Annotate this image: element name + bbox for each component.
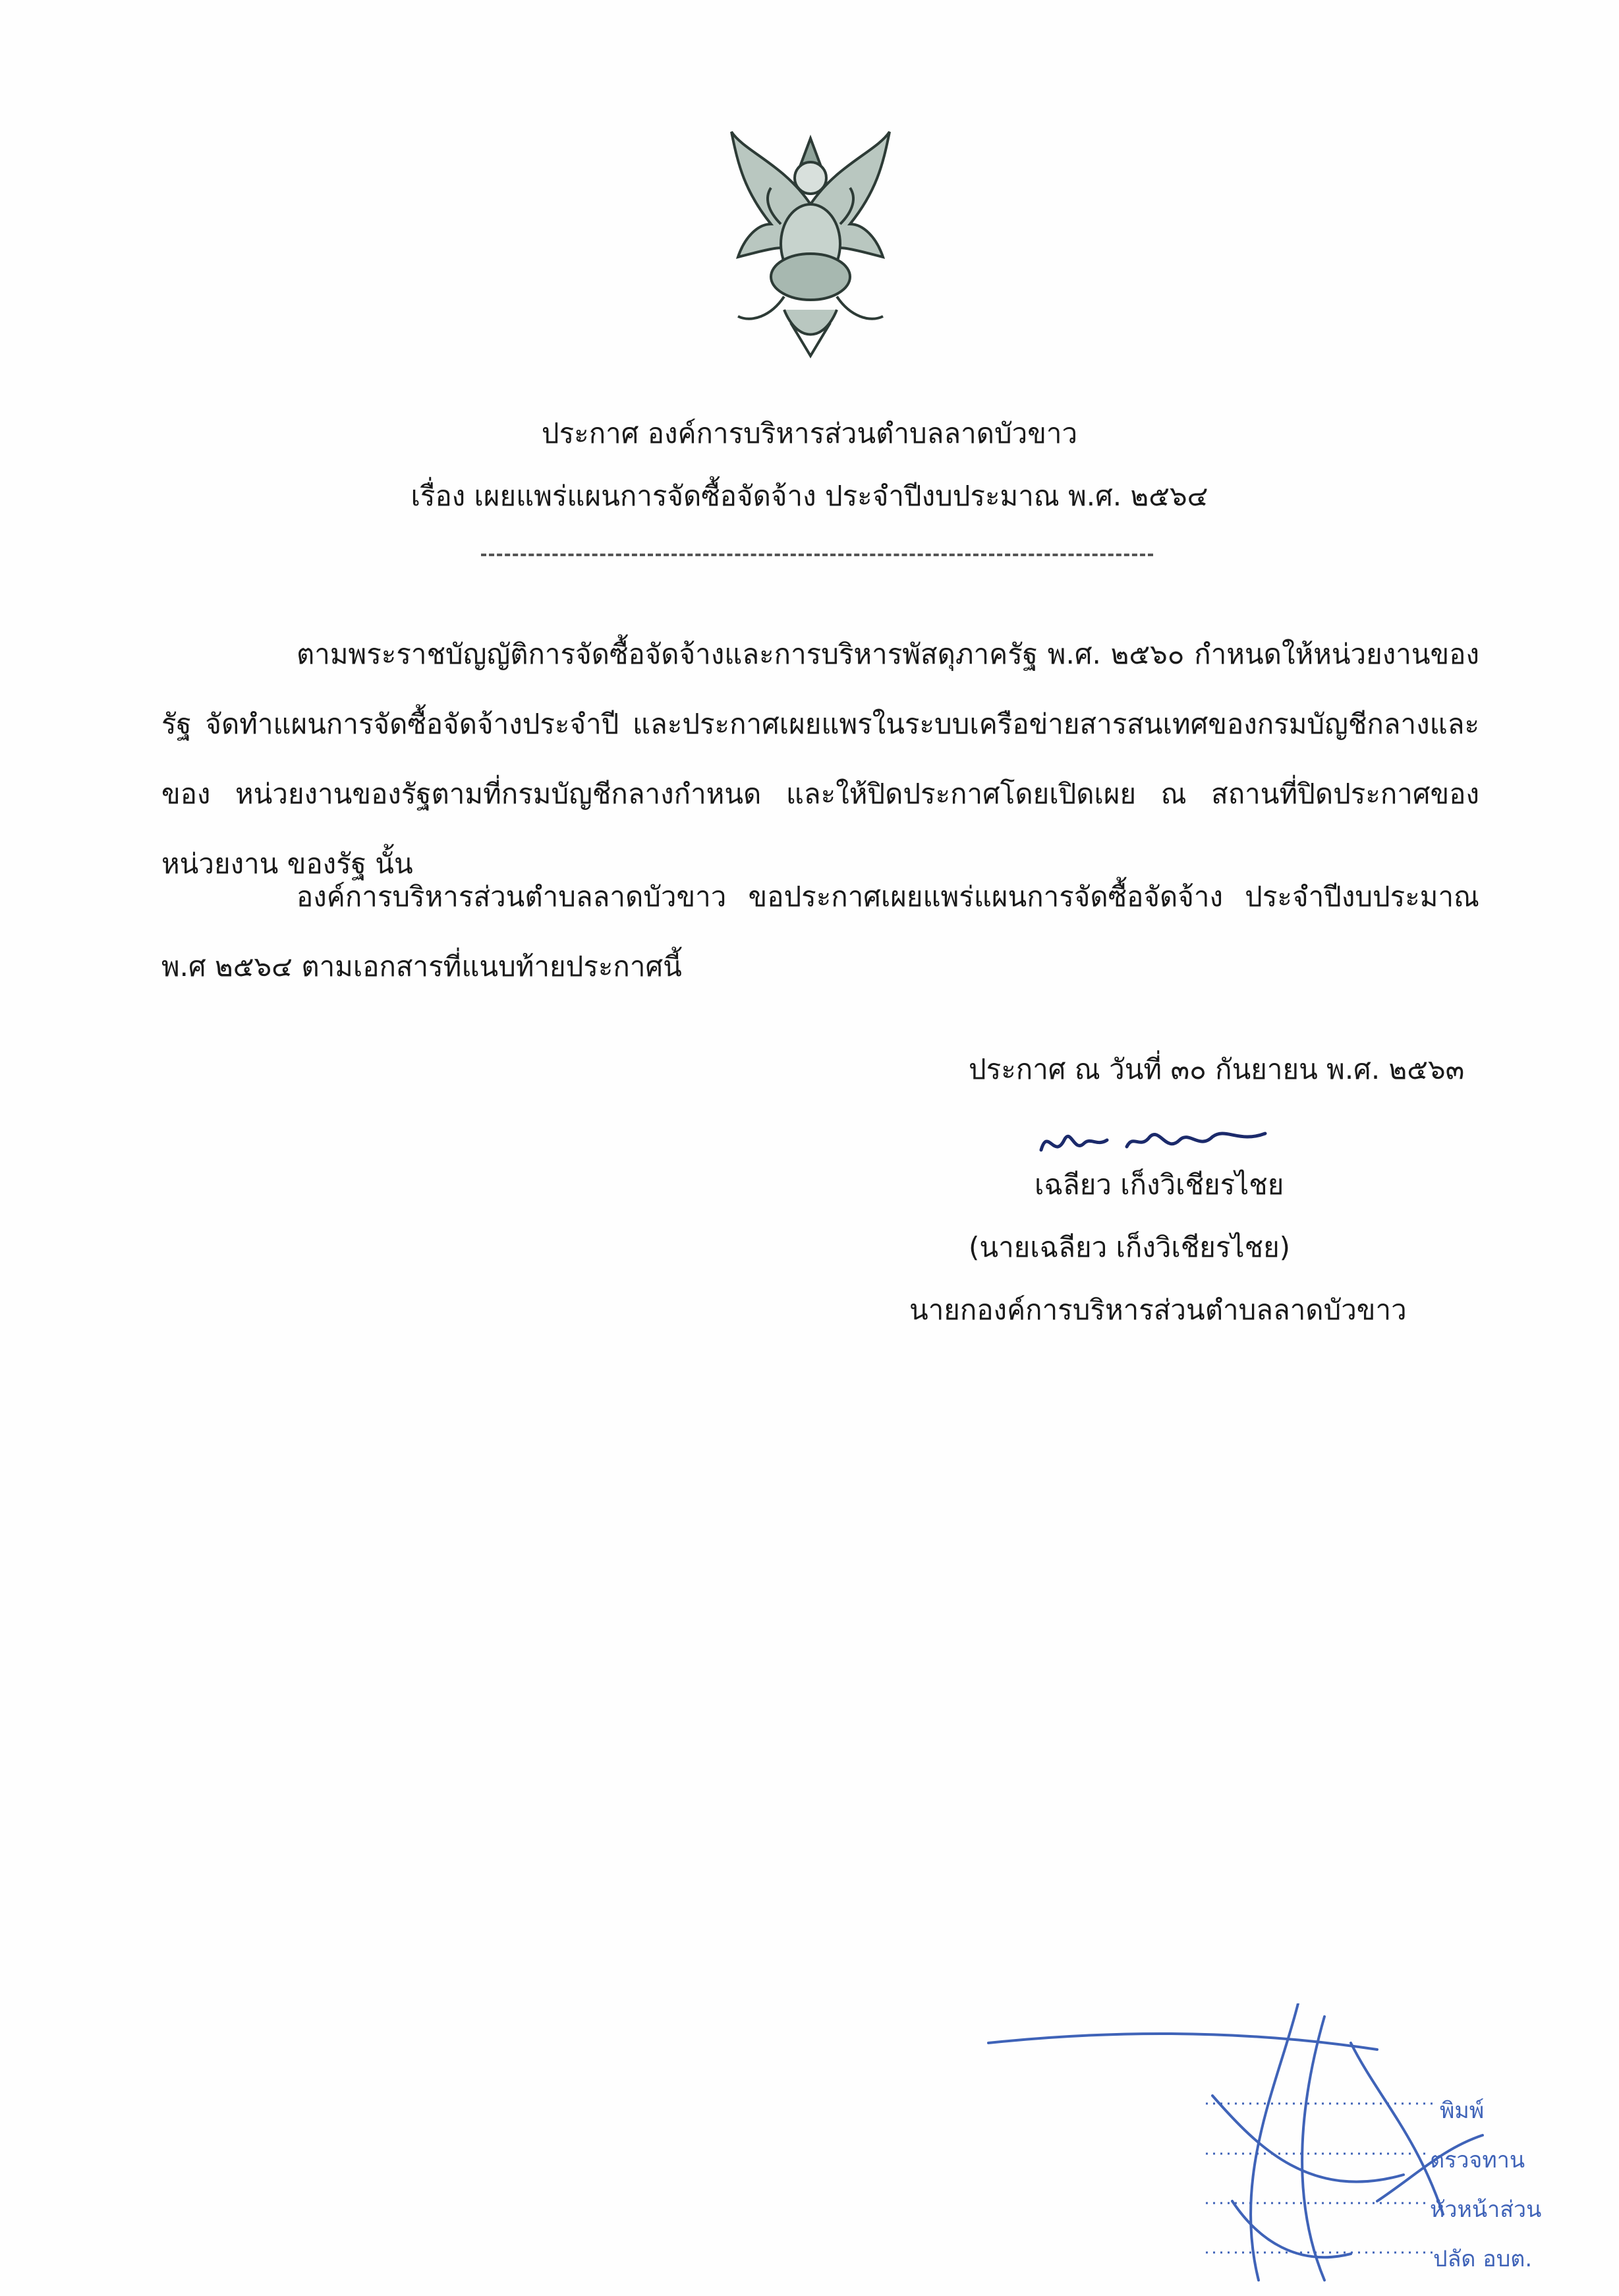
signed-name: เฉลียว เก็งวิเชียรไชย — [1035, 1168, 1284, 1201]
announcement-date: ประกาศ ณ วันที่ ๓๐ กันยายน พ.ศ. ๒๕๖๓ — [969, 1053, 1465, 1085]
stamp-line-head: หัวหน้าส่วน — [1430, 2196, 1542, 2223]
signer-position: นายกองค์การบริหารส่วนตำบลลาดบัวขาว — [909, 1294, 1407, 1326]
stamp-line-clerk: ปลัด อบต. — [1433, 2246, 1533, 2272]
divider — [481, 554, 1153, 556]
announcement-title: ประกาศ องค์การบริหารส่วนตำบลลาดบัวขาว — [541, 417, 1078, 449]
body-paragraph-2: องค์การบริหารส่วนตำบลลาดบัวขาว ขอประกาศเผยแพร่แผนการจัดซื้อจัดจ้าง ประจำปีงบประมาณ พ.ศ ๒๕๖๔ ตามเอกสารที่แนบท้ายประกาศนี้ — [161, 880, 1479, 983]
signer-full-name: (นายเฉลียว เก็งวิเชียรไชย) — [969, 1231, 1291, 1263]
stamp-line-review: ตรวจทาน — [1430, 2147, 1525, 2173]
garuda-emblem-icon — [705, 125, 916, 362]
announcement-subject: เรื่อง เผยแพร่แผนการจัดซื้อจัดจ้าง ประจำปีงบประมาณ พ.ศ. ๒๕๖๔ — [411, 480, 1208, 512]
handwritten-signature — [1035, 1114, 1272, 1166]
stamp-line-print: พิมพ์ — [1440, 2098, 1485, 2124]
body-paragraph-1: ตามพระราชบัญญัติการจัดซื้อจัดจ้างและการบริหารพัสดุภาครัฐ พ.ศ. ๒๕๖๐ กำหนดให้หน่วยงานของรัฐ จัดทำแผนการจัดซื้อจัดจ้างประจำปี และประกาศเผยแพรในระบบเครือข่ายสารสนเทศของกรมบัญชีกลางและของ หน่วยงานของรัฐตามที่กรมบัญชีกลางกำหนด และให้ปิดประกาศโดยเปิดเผย ณ สถานที่ปิดประกาศของหน่วยงาน ของรัฐ นั้น — [161, 638, 1479, 880]
